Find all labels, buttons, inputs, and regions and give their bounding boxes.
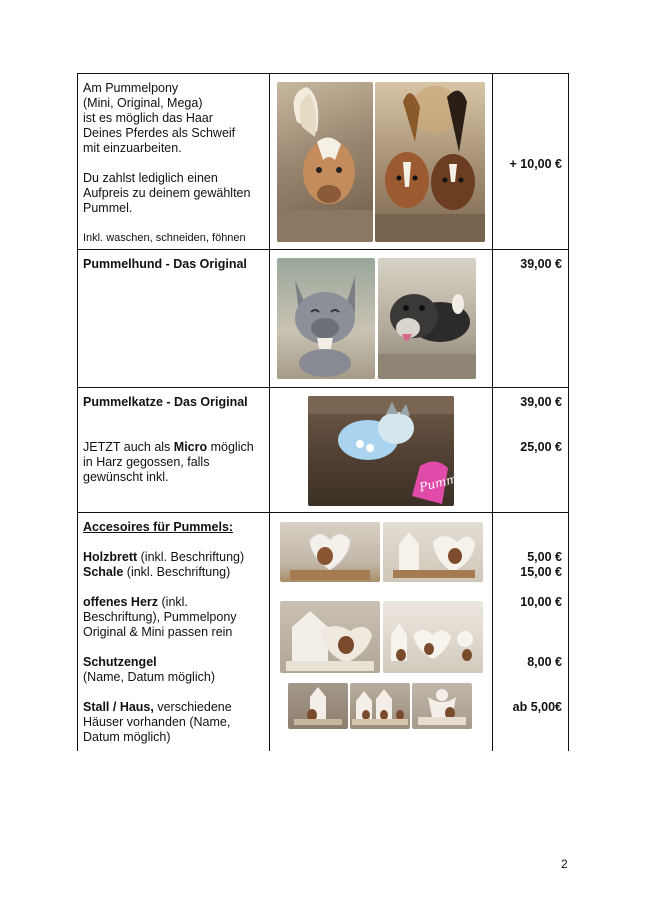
pony-photo-1 [277,82,373,242]
herz-line-3: Original & Mini passen rein [83,625,233,639]
stall-detail: verschiedene [153,700,232,714]
hund-price: 39,00 € [520,257,562,271]
pony-description [83,81,250,216]
micro-line-3: gewünscht inkl. [83,470,169,484]
table-divider-col1 [269,73,270,751]
accessory-schutzengel [83,655,215,685]
hund-photo-2 [378,258,476,379]
pony-line-1: Am Pummelpony [83,81,179,95]
accessory-photo-house-bowl [280,601,380,673]
accessory-photo-heart-board [280,522,380,582]
micro-text-bold: Micro [173,440,208,454]
katze-title: Pummelkatze - Das Original [83,395,248,409]
accessory-schale [83,565,230,580]
micro-description [83,440,254,485]
pony-line-8: Pummel. [83,201,133,215]
pony-line-3: ist es möglich das Haar [83,111,213,125]
schale-label: Schale [83,565,124,579]
row-divider-3 [77,512,569,513]
stall-line-3: Datum möglich) [83,730,171,744]
schale-detail: (inkl. Beschriftung) [123,565,231,579]
price-table [77,73,569,751]
pony-line-6: Du zahlst lediglich einen [83,171,218,185]
stall-label: Stall / Haus, [83,700,154,714]
micro-text-pre: JETZT auch als [83,440,174,454]
pony-note: Inkl. waschen, schneiden, föhnen [83,232,246,244]
hund-photo-1 [277,258,375,379]
herz-detail: (inkl. [158,595,188,609]
schutzengel-label: Schutzengel [83,655,157,669]
table-divider-col2 [492,73,493,751]
row-divider-1 [77,249,569,250]
schutzengel-price: 8,00 € [527,655,562,669]
hund-title: Pummelhund - Das Original [83,257,247,271]
accessory-stall [83,700,232,745]
herz-line-2: Beschriftung), Pummelpony [83,610,237,624]
accessory-photo-small-2 [350,683,410,729]
stall-line-2: Häuser vorhanden (Name, [83,715,231,729]
katze-price: 39,00 € [520,395,562,409]
accessory-photo-small-1 [288,683,348,729]
herz-price: 10,00 € [520,595,562,609]
table-border-top [77,73,569,74]
pony-line-5: mit einzuarbeiten. [83,141,182,155]
pony-line-4: Deines Pferdes als Schweif [83,126,236,140]
page-number: 2 [561,857,568,871]
pummels-tag-label: Pummels [418,467,476,495]
accessory-photo-house-heart [383,522,483,582]
holzbrett-label: Holzbrett [83,550,138,564]
accessory-photo-small-3 [412,683,472,729]
holzbrett-detail: (inkl. Beschriftung) [137,550,245,564]
stall-price: ab 5,00€ [512,700,562,714]
row-divider-2 [77,387,569,388]
accessory-herz [83,595,237,640]
pony-line-2: (Mini, Original, Mega) [83,96,203,110]
table-border-left [77,73,78,751]
pony-price: + 10,00 € [509,157,562,171]
micro-text-post: möglich [207,440,254,454]
table-border-right [568,73,569,751]
herz-label: offenes Herz [83,595,159,609]
schutzengel-line-2: (Name, Datum möglich) [83,670,215,684]
pony-line-7: Aufpreis zu deinem gewählten [83,186,251,200]
accessories-title: Accesoires für Pummels: [83,520,234,534]
pony-photo-2 [375,82,485,242]
micro-price: 25,00 € [520,440,562,454]
accessory-photo-figures-row [383,601,483,673]
schale-price: 15,00 € [520,565,562,579]
micro-line-2: in Harz gegossen, falls [83,455,210,469]
accessory-holzbrett [83,550,244,565]
holzbrett-price: 5,00 € [527,550,562,564]
